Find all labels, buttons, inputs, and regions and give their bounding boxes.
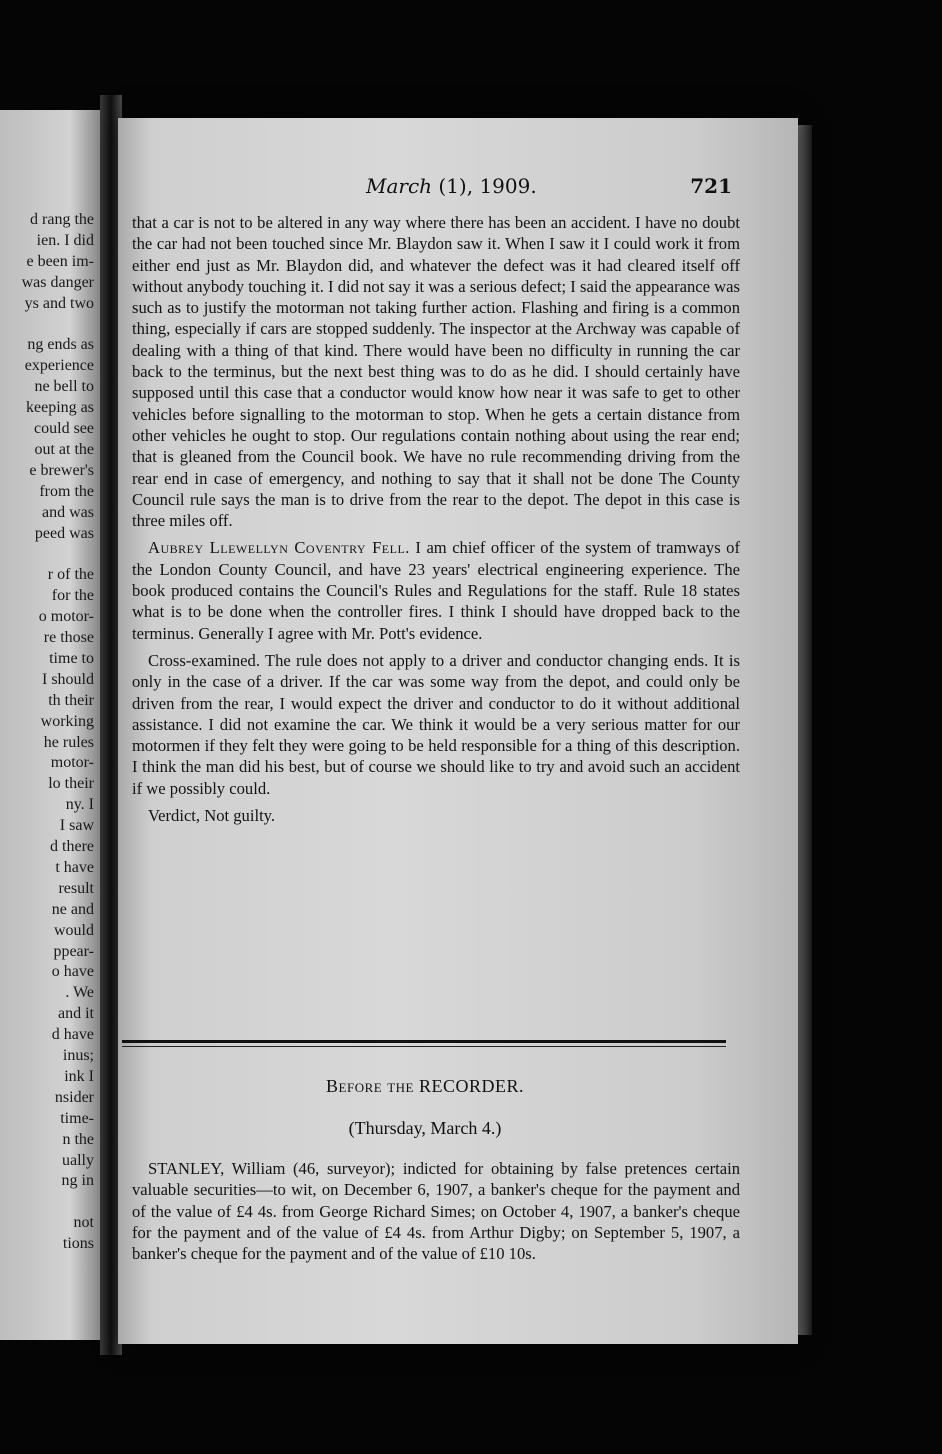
left-page-text-fragment: keeping as bbox=[26, 399, 94, 417]
left-page-text-fragment: e been im- bbox=[26, 252, 94, 270]
left-page-text-fragment: t have bbox=[55, 858, 94, 876]
paragraph-verdict: Verdict, Not guilty. bbox=[148, 806, 276, 826]
left-page-text-fragment: ng in bbox=[61, 1172, 94, 1190]
page-body bbox=[132, 212, 740, 832]
paragraph-fell-testimony bbox=[132, 537, 740, 643]
left-page-text-fragment: experience bbox=[24, 357, 94, 375]
left-page-text-fragment: d there bbox=[50, 838, 94, 855]
paragraph-cross-examined: Cross-examined. The rule does not apply to a driver and conductor changing ends. It is only in the case of a driver. If the car was some way from the depot, and could only be driven from the rear, I would expect the driver and conductor to do it without additional assistance. I did not examine the car. We think it would be a very serious matter for our motormen if they felt they were going to be held responsible for a thing of this description. I think the man did his best, but of course we should like to try and avoid such an accident if we possibly could. bbox=[132, 650, 740, 798]
left-page-text-fragment: th their bbox=[48, 691, 94, 709]
paragraph-testimony: that a car is not to be altered in any way where there has been an accident. I have no doubt the car had not been touched since Mr. Blaydon saw it. When I saw it I could work it from either end just as Mr. Blaydon did, and whatever the defect was it had cleared itself off without anybody touching it. I did not say it was a serious defect; I said the appearance was such as to justify the motorman not taking further action. Flashing and firing is a common thing, especially if cars are stopped suddenly. The inspector at the Archway was capable of dealing with a thing of that kind. There would have been no difficulty in running the car back to the terminus, but the next best thing was to do as he did. I should certainly have supposed until this case that a conductor would know how near it was safe to get to other vehicles before signalling to the motorman to stop. When he gets a certain distance from other vehicles he ought to stop. Our regulations contain nothing about using the rear end; that is gleaned from the Council book. We have no rule recommending driving from the rear end in case of emergency, and nothing to say that it shall not be done The County Council rule says the man is to drive from the rear to the depot. The depot in this case is three miles off. bbox=[132, 213, 740, 531]
case-paragraph bbox=[132, 1158, 740, 1264]
witness-name: Aubrey Llewellyn Coventry Fell. bbox=[148, 538, 410, 558]
left-page-text-fragment: ng ends as bbox=[27, 336, 94, 354]
left-page-text-fragment: tions bbox=[62, 1235, 94, 1253]
page-number: 721 bbox=[690, 174, 732, 198]
page-header bbox=[118, 174, 732, 204]
left-page-text-fragment: time- bbox=[60, 1109, 94, 1127]
left-page-text-fragment: ually bbox=[62, 1151, 94, 1169]
left-page-text-fragment: peed was bbox=[34, 524, 94, 542]
section-heading-recorder: RECORDER. bbox=[413, 1076, 524, 1096]
left-page-text-fragment: ppear- bbox=[53, 942, 94, 960]
left-page-text-fragment: e brewer's bbox=[29, 461, 94, 479]
left-page-text-fragment: o motor- bbox=[38, 608, 94, 626]
section-heading-before: Before the bbox=[326, 1076, 414, 1096]
left-page-text-fragment: I should bbox=[42, 670, 94, 688]
left-page-text-fragment: lo their bbox=[48, 775, 94, 793]
left-facing-page bbox=[0, 110, 100, 1340]
left-page-text-fragment: n the bbox=[62, 1130, 94, 1148]
left-page-text-fragment: inus; bbox=[62, 1047, 94, 1064]
left-page-text-fragment: re those bbox=[43, 629, 94, 646]
left-page-text-fragment: not bbox=[73, 1214, 94, 1232]
left-page-text-fragment: time to bbox=[49, 649, 94, 667]
section-heading bbox=[118, 1076, 732, 1097]
left-page-text-fragment: ien. I did bbox=[36, 231, 94, 249]
left-page-text-fragment: was danger bbox=[21, 273, 94, 291]
running-head-date: (1), 1909. bbox=[432, 174, 537, 198]
case-text: William (46, surveyor); indicted for obtaining by false pretences certain valuable securities—to wit, on December 6, 1907, a banker's cheque for the payment and of the value of £4 4s. from George Richard Simes; on October 4, 1907, a banker's cheque for the payment and of the value of £4 4s. from Arthur Digby; on September 5, 1907, a banker's cheque for the payment and of the value of £10 10s. bbox=[132, 1159, 740, 1264]
left-page-text-fragment: d rang the bbox=[30, 211, 94, 228]
running-head-month: March bbox=[366, 174, 433, 198]
section-divider bbox=[122, 1040, 726, 1047]
left-page-text-fragment: from the bbox=[39, 482, 94, 500]
left-page-text-fragment: o have bbox=[51, 963, 94, 981]
left-page-text-fragment: out at the bbox=[34, 440, 94, 458]
left-page-text-fragment: . We bbox=[65, 984, 94, 1002]
left-page-text-fragment: would bbox=[54, 921, 94, 939]
divider-thin-rule bbox=[122, 1046, 726, 1047]
witness-statement: I am chief officer of the system of tramways of the London County Council, and have 23 years' electrical engineering experience. The book produced contains the Council's Rules and Regulations for the staff. Rule 18 states what is to be done when the controller fires. I think I should have dropped back to the terminus. Generally I agree with Mr. Pott's evidence. bbox=[132, 538, 740, 643]
left-page-text-fragment: and it bbox=[58, 1005, 94, 1023]
divider-thick-rule bbox=[122, 1040, 726, 1043]
left-page-text-fragment: ne bell to bbox=[34, 378, 94, 396]
defendant-name: STANLEY, bbox=[148, 1159, 225, 1178]
left-page-text-fragment: for the bbox=[51, 587, 94, 605]
left-page-text-fragment: r of the bbox=[47, 566, 94, 584]
left-page-text-fragment: he rules bbox=[43, 733, 94, 751]
left-page-text-fragment: result bbox=[58, 879, 94, 897]
left-page-text-fragment: ny. I bbox=[65, 796, 94, 814]
left-page-text-fragment: ys and two bbox=[24, 294, 94, 312]
left-page-text-fragment: could see bbox=[34, 420, 94, 437]
left-page-text-fragment: nsider bbox=[54, 1088, 94, 1106]
section-date: (Thursday, March 4.) bbox=[348, 1118, 502, 1138]
left-page-text-fragment: ink I bbox=[64, 1067, 94, 1085]
left-page-text-fragment: d have bbox=[51, 1026, 94, 1044]
left-page-text-fragment: working bbox=[40, 712, 94, 730]
running-head bbox=[366, 174, 537, 198]
left-page-text-fragment: motor- bbox=[50, 754, 94, 772]
left-page-text-fragment: I saw bbox=[59, 817, 94, 835]
left-page-text-fragment: ne and bbox=[51, 900, 94, 918]
document-page bbox=[118, 118, 798, 1344]
left-page-text-fragment: and was bbox=[42, 503, 94, 521]
